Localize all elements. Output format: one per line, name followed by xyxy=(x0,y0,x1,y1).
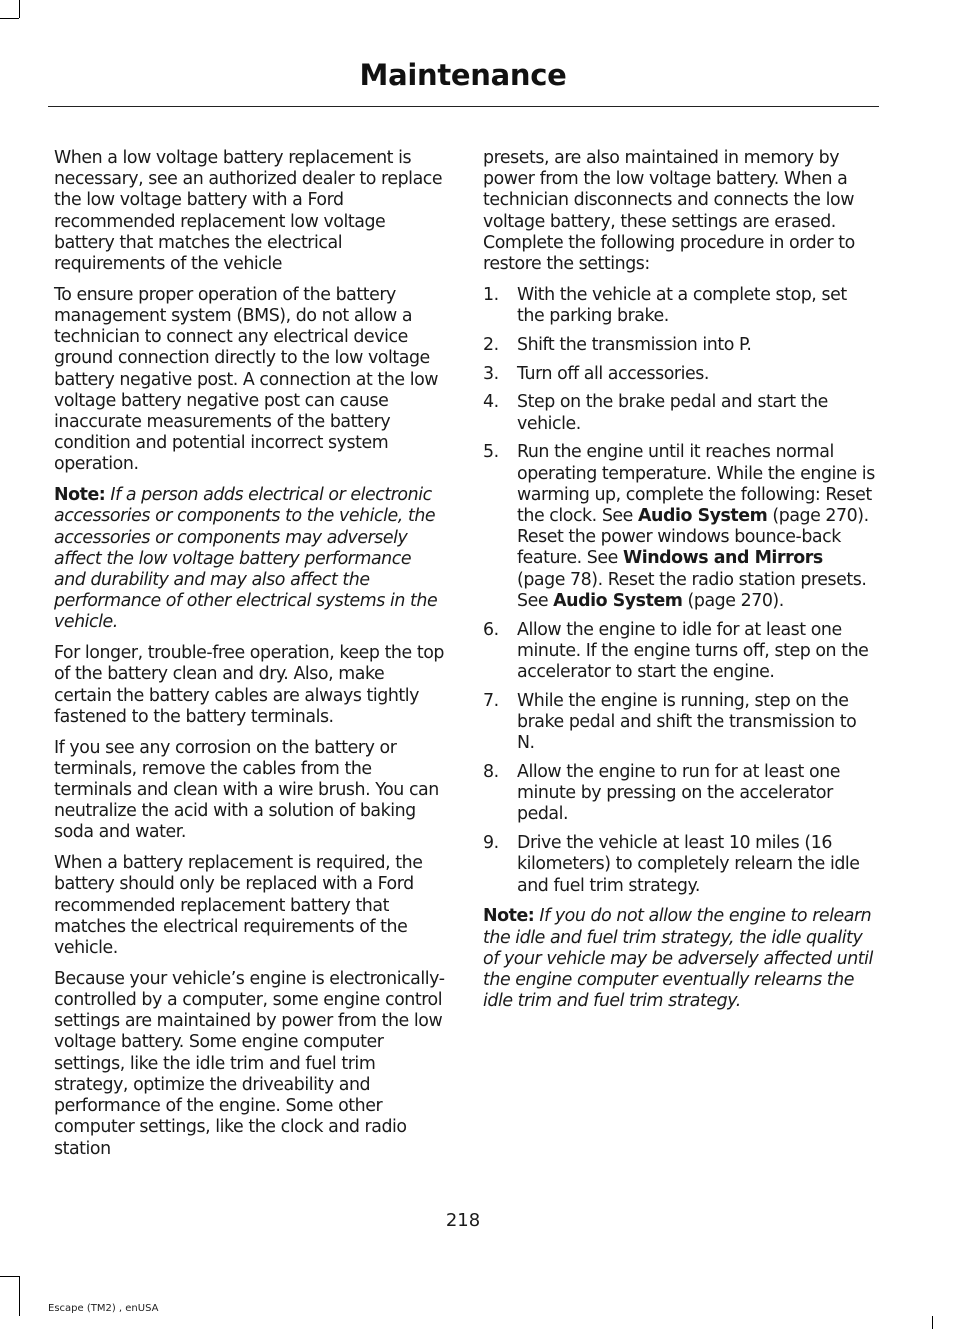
step-number: 5. xyxy=(483,442,499,463)
paragraph: For longer, trouble-free operation, keep the top of the battery clean and dry. Also, make certain the battery cables are always tightly fastened to the battery terminals. xyxy=(54,643,444,727)
list-item xyxy=(483,364,875,385)
crop-mark xyxy=(19,1276,20,1316)
left-column xyxy=(54,148,446,1169)
step-text-part: Run the engine until it reaches normal operating temperature. While the engine is warming up, complete the following: Reset the clock. See xyxy=(517,442,875,527)
page-title: Maintenance xyxy=(359,58,567,92)
step-text-part: (page 270). Reset the power windows bounce-back feature. See xyxy=(517,506,869,569)
footer-text: Escape (TM2) , enUSA xyxy=(48,1303,159,1314)
note-text: If a person adds electrical or electronic accessories or components to the vehicle, the accessories or components may adversely affect the low voltage battery performance and durability and may also affect the performance of other electrical systems in the vehicle. xyxy=(54,485,438,633)
paragraph: Because your vehicle’s engine is electronically-controlled by a computer, some engine control settings are maintained by power from the low voltage battery. Some engine computer settings, like the idle trim and fuel trim strategy, optimize the driveability and performance of the engine. Some other computer settings, like the clock and radio station xyxy=(54,968,445,1159)
list-item xyxy=(483,442,875,612)
step-number: 3. xyxy=(483,363,499,384)
step-number: 4. xyxy=(483,392,499,413)
paragraph: If you see any corrosion on the battery or terminals, remove the cables from the terminals and clean with a wire brush. You can neutralize the acid with a solution of baking soda and water. xyxy=(54,737,439,843)
note-text: If you do not allow the engine to relearn the idle and fuel trim strategy, the idle quality of your vehicle may be adversely affected until the engine computer eventually relearns the idle trim and fuel trim strategy. xyxy=(483,906,873,1012)
paragraph: When a low voltage battery replacement is necessary, see an authorized dealer to replace the low voltage battery with a Ford recommended replacement low voltage battery that matches the electrical requirements of the vehicle xyxy=(54,148,443,275)
step-number: 9. xyxy=(483,833,499,854)
list-item xyxy=(483,285,875,327)
step-number: 2. xyxy=(483,334,499,355)
cross-reference: Audio System xyxy=(638,506,768,527)
crop-mark xyxy=(0,1276,19,1277)
step-text xyxy=(517,442,875,612)
step-text-part: (page 78). Reset the radio station presets. See xyxy=(517,569,867,611)
note-label: Note: xyxy=(54,485,106,506)
step-text: Shift the transmission into P. xyxy=(517,334,752,355)
list-item xyxy=(483,833,875,897)
paragraph: presets, are also maintained in memory by power from the low voltage battery. When a technician disconnects and connects the low voltage battery, these settings are erased. Complete the following procedure in order to restore the settings: xyxy=(483,148,855,275)
step-text: While the engine is running, step on the brake pedal and shift the transmission to N. xyxy=(517,690,857,754)
note-label: Note: xyxy=(483,906,535,927)
crop-mark xyxy=(932,1316,933,1329)
list-item xyxy=(483,762,875,826)
crop-mark xyxy=(0,18,19,19)
step-number: 8. xyxy=(483,762,499,783)
step-text: Allow the engine to run for at least one minute by pressing on the accelerator pedal. xyxy=(517,762,840,825)
step-number: 1. xyxy=(483,284,499,305)
step-text: With the vehicle at a complete stop, set the parking brake. xyxy=(517,284,847,327)
procedure-list xyxy=(483,285,875,897)
list-item xyxy=(483,620,875,684)
step-text: Step on the brake pedal and start the vehicle. xyxy=(517,392,828,434)
crop-mark xyxy=(19,0,20,18)
step-number: 6. xyxy=(483,619,499,640)
cross-reference: Audio System xyxy=(553,590,683,611)
step-text: Allow the engine to idle for at least one minute. If the engine turns off, step on the accelerator to start the engine. xyxy=(517,619,869,683)
step-number: 7. xyxy=(483,690,499,711)
step-text: Turn off all accessories. xyxy=(517,363,709,384)
list-item xyxy=(483,335,875,356)
note xyxy=(483,906,875,1012)
note xyxy=(54,485,446,633)
right-column xyxy=(483,148,875,1022)
step-text: Drive the vehicle at least 10 miles (16 kilometers) to completely relearn the idle and fuel trim strategy. xyxy=(517,833,860,896)
cross-reference: Windows and Mirrors xyxy=(622,548,823,569)
step-text-part: (page 270). xyxy=(682,590,784,611)
paragraph: When a battery replacement is required, the battery should only be replaced with a Ford recommended replacement battery that matches the electrical requirements of the vehicle. xyxy=(54,853,423,959)
paragraph: To ensure proper operation of the battery management system (BMS), do not allow a technician to connect any electrical device ground connection directly to the low voltage battery negative post. A connection at the low voltage battery negative post can cause inaccurate measurements of the battery condition and potential incorrect system operation. xyxy=(54,284,439,475)
page-number: 218 xyxy=(445,1210,481,1231)
title-divider xyxy=(48,106,879,107)
list-item xyxy=(483,392,875,434)
list-item xyxy=(483,691,875,755)
